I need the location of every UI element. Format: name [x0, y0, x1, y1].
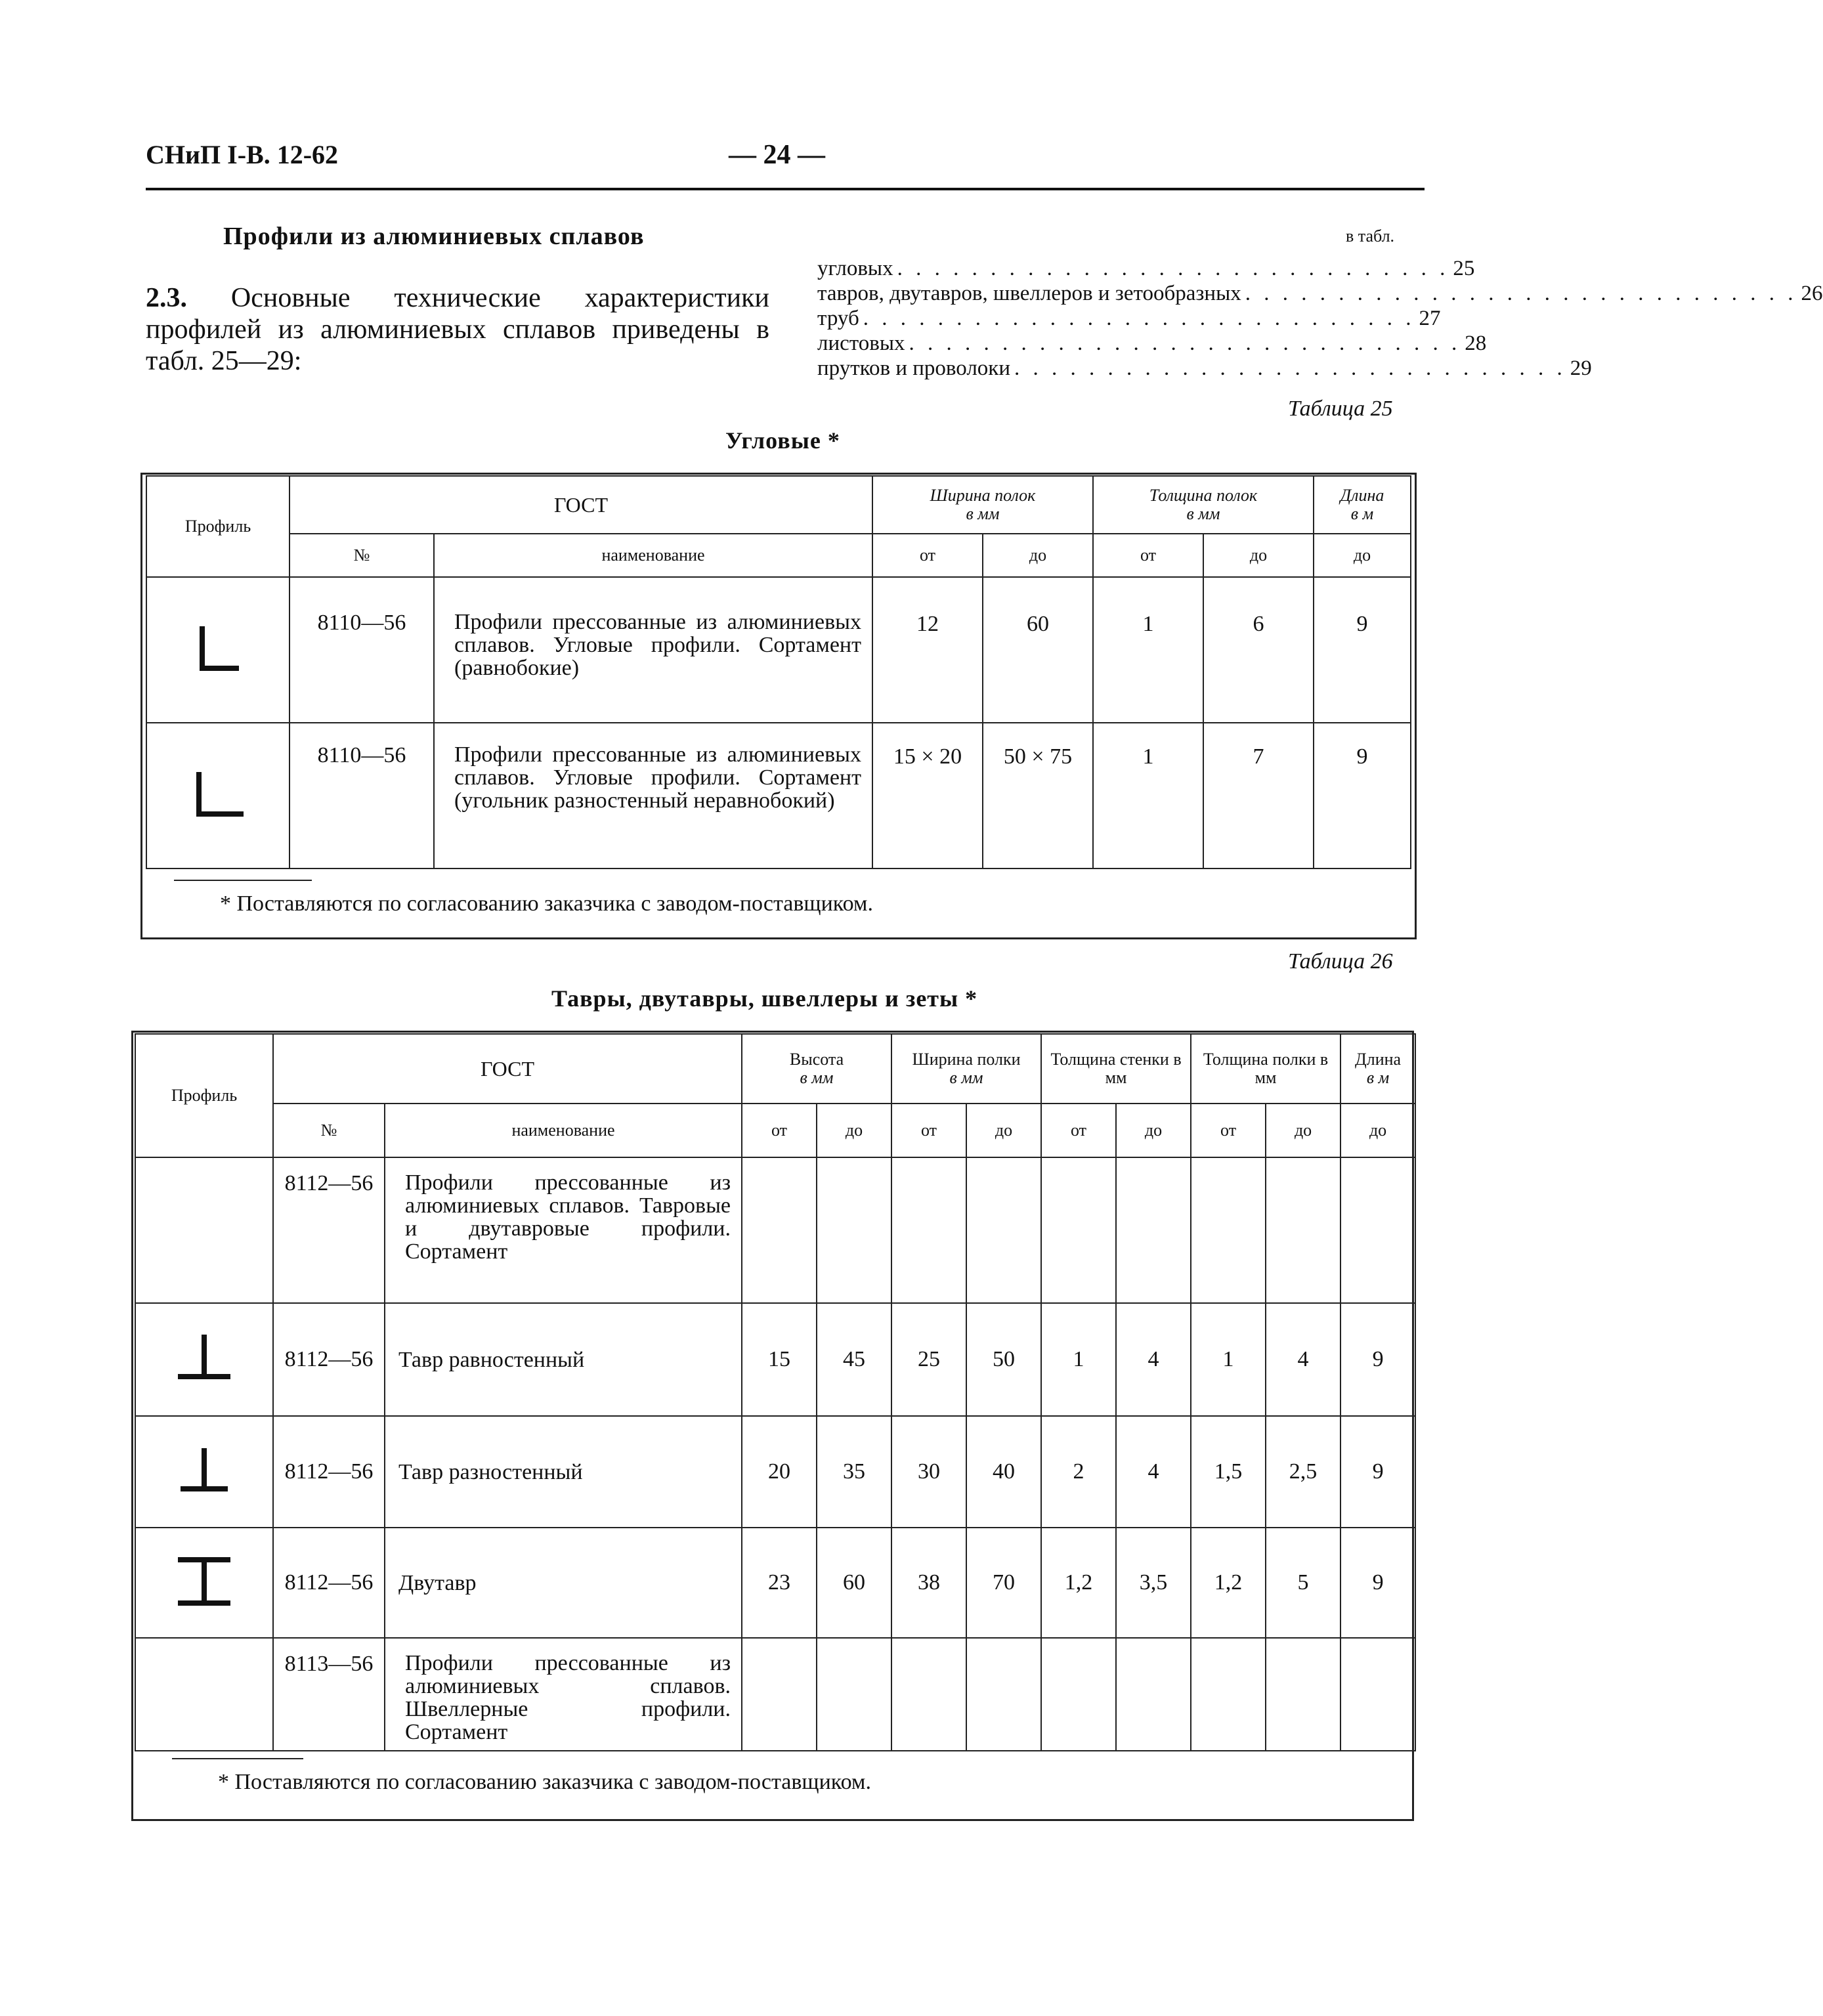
intro-paragraph — [146, 282, 769, 377]
web-thickness-from — [1041, 1638, 1116, 1751]
height-from — [742, 1157, 817, 1303]
header-flange-width-label: Ширина полки — [912, 1050, 1021, 1069]
header-from: от — [742, 1104, 817, 1157]
flange-thickness-from — [1191, 1638, 1266, 1751]
flange-thickness-to: 4 — [1266, 1303, 1340, 1416]
length-to: 9 — [1314, 723, 1411, 869]
gost-number: 8112—56 — [273, 1528, 385, 1638]
header-length — [1340, 1034, 1415, 1104]
web-thickness-to — [1116, 1638, 1191, 1751]
toc-leader: . . . . . . . . . . . . . . . . . . . . . . . . . . . . . . — [863, 307, 1415, 330]
width-from: 38 — [891, 1528, 966, 1638]
toc-item-label: листовых — [817, 332, 905, 355]
web-thickness-to: 4 — [1116, 1303, 1191, 1416]
width-from: 12 — [872, 577, 983, 723]
header-from: от — [872, 534, 983, 577]
flange-thickness-from — [1191, 1157, 1266, 1303]
table-26-title: Тавры, двутавры, швеллеры и зеты * — [551, 985, 978, 1012]
width-from: 25 — [891, 1303, 966, 1416]
web-thickness-to: 3,5 — [1116, 1528, 1191, 1638]
gost-name: Профили прессованные из алюминиевых сплавов. Угловые профили. Сортамент (угольник разностенный неравнобокий) — [434, 723, 872, 869]
flange-thickness-to — [1266, 1157, 1340, 1303]
flange-thickness-from: 1 — [1191, 1303, 1266, 1416]
toc-item-table: 26 — [1801, 282, 1823, 305]
header-profile: Профиль — [146, 476, 290, 577]
header-to: до — [966, 1104, 1041, 1157]
header-flange-thickness-label: Толщина полок — [1149, 486, 1258, 505]
gost-number: 8110—56 — [290, 577, 434, 723]
toc-item-table: 27 — [1419, 307, 1441, 330]
thickness-from: 1 — [1093, 577, 1203, 723]
table-row — [135, 1157, 1415, 1303]
thickness-from: 1 — [1093, 723, 1203, 869]
tee-profile-icon — [171, 1444, 237, 1497]
width-to: 50 — [966, 1303, 1041, 1416]
toc-item-table: 29 — [1570, 356, 1592, 380]
header-profile: Профиль — [135, 1034, 273, 1157]
table-25-label: Таблица 25 — [1288, 397, 1393, 421]
height-from — [742, 1638, 817, 1751]
header-unit: в мм — [800, 1068, 834, 1087]
footnote-rule — [174, 880, 312, 881]
header-rule — [146, 188, 1425, 190]
gost-number: 8112—56 — [273, 1157, 385, 1303]
web-thickness-to — [1116, 1157, 1191, 1303]
table-25-title: Угловые * — [725, 427, 840, 454]
flange-thickness-to — [1266, 1638, 1340, 1751]
header-from: от — [1191, 1104, 1266, 1157]
length-to — [1340, 1638, 1415, 1751]
angle-profile-icon — [192, 622, 244, 675]
paragraph-number: 2.3. — [146, 283, 187, 313]
header-to: до — [1314, 534, 1411, 577]
width-to — [966, 1638, 1041, 1751]
flange-thickness-from: 1,2 — [1191, 1528, 1266, 1638]
length-to: 9 — [1314, 577, 1411, 723]
document-code: СНиП I-В. 12-62 — [146, 140, 339, 169]
width-to: 40 — [966, 1416, 1041, 1528]
header-unit: в м — [1350, 504, 1374, 523]
gost-number: 8112—56 — [273, 1303, 385, 1416]
i-beam-profile-icon — [171, 1552, 237, 1611]
header-unit: в мм — [1186, 504, 1220, 523]
height-from: 20 — [742, 1416, 817, 1528]
gost-number: 8113—56 — [273, 1638, 385, 1751]
header-name: наименование — [434, 534, 872, 577]
toc-item-label: угловых — [817, 257, 893, 280]
table-25 — [146, 475, 1411, 869]
width-to: 50 × 75 — [983, 723, 1093, 869]
table-row — [135, 1303, 1415, 1416]
header-to: до — [817, 1104, 891, 1157]
header-to: до — [1340, 1104, 1415, 1157]
header-web-thickness: Толщина стенки в мм — [1041, 1034, 1191, 1104]
toc-heading: в табл. — [1346, 226, 1395, 246]
header-length-label: Длина — [1340, 486, 1384, 505]
section-title: Профили из алюминиевых сплавов — [223, 223, 645, 250]
toc-leader: . . . . . . . . . . . . . . . . . . . . . . . . . . . . . . — [1245, 282, 1797, 305]
length-to: 9 — [1340, 1303, 1415, 1416]
table-26 — [135, 1033, 1416, 1751]
height-from: 23 — [742, 1528, 817, 1638]
width-to — [966, 1157, 1041, 1303]
gost-name: Двутавр — [385, 1528, 742, 1638]
header-flange-thickness: Толщина полки в мм — [1191, 1034, 1340, 1104]
profile-cell — [135, 1638, 273, 1751]
thickness-to: 6 — [1203, 577, 1314, 723]
gost-number: 8110—56 — [290, 723, 434, 869]
flange-thickness-to: 5 — [1266, 1528, 1340, 1638]
header-flange-width — [891, 1034, 1041, 1104]
table-26-footnote: * Поставляются по согласованию заказчика с заводом-поставщиком. — [218, 1770, 871, 1794]
height-to: 45 — [817, 1303, 891, 1416]
table-row — [135, 1528, 1415, 1638]
header-flange-width-label: Ширина полок — [930, 486, 1036, 505]
toc-leader: . . . . . . . . . . . . . . . . . . . . . . . . . . . . . . — [909, 332, 1461, 355]
flange-thickness-to: 2,5 — [1266, 1416, 1340, 1528]
width-from: 30 — [891, 1416, 966, 1528]
header-unit: в м — [1366, 1068, 1390, 1087]
web-thickness-from — [1041, 1157, 1116, 1303]
toc-item — [817, 331, 1487, 356]
table-row — [146, 723, 1411, 869]
toc-item-label: труб — [817, 307, 859, 330]
gost-name: Профили прессованные из алюминиевых сплавов. Швеллерные профили. Сортамент — [385, 1638, 742, 1751]
profile-cell — [135, 1157, 273, 1303]
width-to: 60 — [983, 577, 1093, 723]
gost-name: Тавр разностенный — [385, 1416, 742, 1528]
table-row — [135, 1416, 1415, 1528]
web-thickness-from: 1 — [1041, 1303, 1116, 1416]
toc-item — [817, 356, 1592, 381]
gost-name: Профили прессованные из алюминиевых сплавов. Тавровые и двутавровые профили. Сортамент — [385, 1157, 742, 1303]
toc-item-label: прутков и проволоки — [817, 356, 1010, 380]
height-to — [817, 1157, 891, 1303]
width-from — [891, 1157, 966, 1303]
toc-item-table: 28 — [1465, 332, 1487, 355]
header-to: до — [1203, 534, 1314, 577]
length-to: 9 — [1340, 1416, 1415, 1528]
toc-item — [817, 281, 1823, 306]
header-length-label: Длина — [1355, 1050, 1402, 1069]
web-thickness-to: 4 — [1116, 1416, 1191, 1528]
table-index — [817, 256, 1823, 381]
page-number: — 24 — — [729, 140, 825, 170]
header-number: № — [273, 1104, 385, 1157]
header-from: от — [1093, 534, 1203, 577]
header-gost: ГОСТ — [273, 1034, 742, 1104]
header-height — [742, 1034, 891, 1104]
height-from: 15 — [742, 1303, 817, 1416]
profile-cell — [135, 1303, 273, 1416]
table-25-footnote: * Поставляются по согласованию заказчика с заводом-поставщиком. — [220, 891, 873, 916]
toc-item-table: 25 — [1453, 257, 1475, 280]
header-number: № — [290, 534, 434, 577]
width-to: 70 — [966, 1528, 1041, 1638]
header-unit: в мм — [949, 1068, 983, 1087]
header-flange-thickness — [1093, 476, 1314, 534]
height-to — [817, 1638, 891, 1751]
footnote-rule — [172, 1758, 303, 1759]
tee-profile-icon — [171, 1332, 237, 1384]
web-thickness-from: 1,2 — [1041, 1528, 1116, 1638]
header-flange-width — [872, 476, 1093, 534]
gost-name: Тавр равностенный — [385, 1303, 742, 1416]
flange-thickness-from: 1,5 — [1191, 1416, 1266, 1528]
table-26-label: Таблица 26 — [1288, 949, 1393, 974]
header-to: до — [1116, 1104, 1191, 1157]
profile-cell — [135, 1416, 273, 1528]
header-length — [1314, 476, 1411, 534]
width-from: 15 × 20 — [872, 723, 983, 869]
height-to: 60 — [817, 1528, 891, 1638]
toc-item — [817, 306, 1441, 331]
profile-cell — [135, 1528, 273, 1638]
toc-leader: . . . . . . . . . . . . . . . . . . . . . . . . . . . . . . — [897, 257, 1449, 280]
header-from: от — [891, 1104, 966, 1157]
toc-item — [817, 256, 1475, 281]
profile-cell — [146, 723, 290, 869]
header-from: от — [1041, 1104, 1116, 1157]
gost-name: Профили прессованные из алюминиевых сплавов. Угловые профили. Сортамент (равнобокие) — [434, 577, 872, 723]
height-to: 35 — [817, 1416, 891, 1528]
paragraph-text: Основные технические характеристики профилей из алюминиевых сплавов приведены в табл. 25—29: — [146, 283, 770, 376]
header-to: до — [983, 534, 1093, 577]
thickness-to: 7 — [1203, 723, 1314, 869]
header-gost: ГОСТ — [290, 476, 872, 534]
profile-cell — [146, 577, 290, 723]
header-unit: в мм — [966, 504, 1000, 523]
toc-leader: . . . . . . . . . . . . . . . . . . . . . . . . . . . . . . — [1014, 356, 1566, 380]
web-thickness-from: 2 — [1041, 1416, 1116, 1528]
angle-profile-icon — [188, 768, 247, 821]
header-name: наименование — [385, 1104, 742, 1157]
table-row — [135, 1638, 1415, 1751]
table-row — [146, 577, 1411, 723]
gost-number: 8112—56 — [273, 1416, 385, 1528]
header-height-label: Высота — [789, 1050, 844, 1069]
width-from — [891, 1638, 966, 1751]
toc-item-label: тавров, двутавров, швеллеров и зетообразных — [817, 282, 1241, 305]
header-to: до — [1266, 1104, 1340, 1157]
length-to — [1340, 1157, 1415, 1303]
length-to: 9 — [1340, 1528, 1415, 1638]
